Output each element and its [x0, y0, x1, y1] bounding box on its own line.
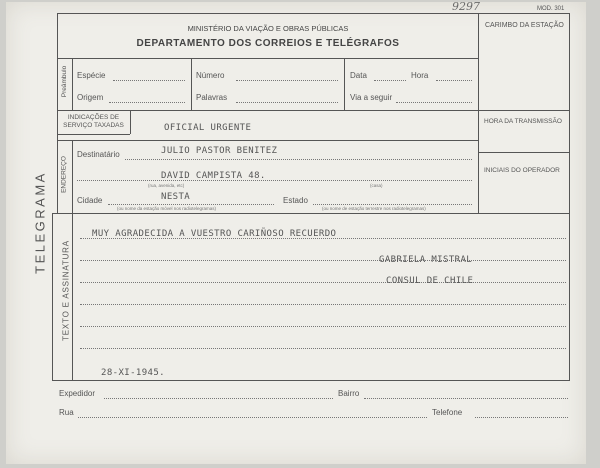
bairro-field[interactable]: [364, 398, 568, 399]
estado-label: Estado: [283, 196, 308, 205]
text-line-4[interactable]: [80, 304, 566, 305]
ministry-title: MINISTÉRIO DA VIAÇÃO E OBRAS PÚBLICAS: [187, 24, 349, 33]
operator-top-line: [478, 152, 570, 153]
data-label: Data: [350, 71, 367, 80]
hora-label: Hora: [411, 71, 429, 80]
especie-field[interactable]: [113, 80, 185, 81]
estado-field[interactable]: [313, 204, 472, 205]
transmission-time-label: HORA DA TRANSMISSÃO: [484, 118, 562, 125]
origem-label: Origem: [77, 93, 104, 102]
frame-left-lower: [52, 214, 53, 380]
text-top-line: [52, 213, 570, 214]
numero-label: Número: [196, 71, 225, 80]
frame-right: [569, 13, 570, 380]
preamble-top-line: [57, 58, 478, 59]
frame-bottom: [52, 380, 570, 381]
origem-field[interactable]: [109, 102, 185, 103]
model-number: MOD. 301: [537, 6, 565, 12]
hora-field[interactable]: [436, 80, 472, 81]
data-field[interactable]: [374, 80, 406, 81]
bairro-label: Bairro: [338, 389, 360, 398]
city-hint: (ou nome da estação móvel nos radiotelegramas): [117, 206, 217, 211]
via-label: Via a seguir: [350, 93, 393, 102]
text-line-3[interactable]: [80, 282, 566, 283]
cidade-field[interactable]: [108, 204, 274, 205]
cidade-label: Cidade: [77, 196, 103, 205]
palavras-field[interactable]: [236, 102, 338, 103]
preamble-divider-1: [191, 58, 192, 110]
address-side-line: [72, 140, 73, 213]
telefone-label: Telefone: [432, 408, 463, 417]
text-line-6[interactable]: [80, 348, 566, 349]
especie-label: Espécie: [77, 71, 106, 80]
signature-typed: GABRIELA MISTRAL: [379, 255, 473, 265]
text-line-5[interactable]: [80, 326, 566, 327]
text-side-line: [72, 213, 73, 380]
rua-label: Rua: [59, 408, 74, 417]
expedidor-label: Expedidor: [59, 389, 96, 398]
telegram-side-title: TELEGRAMA: [32, 171, 48, 274]
destinatario-field[interactable]: [125, 159, 472, 160]
house-hint: (casa): [370, 183, 383, 188]
frame-top: [57, 13, 570, 14]
address-top-line: [57, 140, 478, 141]
department-title: DEPARTAMENTO DOS CORREIOS E TELÉGRAFOS: [136, 38, 400, 49]
service-typed: OFICIAL URGENTE: [164, 123, 252, 133]
telefone-field[interactable]: [475, 417, 568, 418]
service-top-line: [57, 110, 570, 111]
address-typed: DAVID CAMPISTA 48.: [161, 171, 266, 181]
service-label-divider: [130, 110, 131, 134]
message-typed: MUY AGRADECIDA A VUESTRO CARIÑOSO RECUERDO: [92, 229, 337, 239]
state-hint: (ou nome de estação terrestre nos radiotelegramas): [322, 206, 426, 211]
rua-field[interactable]: [78, 417, 427, 418]
text-line-2[interactable]: [80, 260, 566, 261]
address-vertical-label: ENDEREÇO: [60, 156, 68, 193]
street-hint: (rua, avenida, etc): [148, 183, 185, 188]
station-stamp-label: CARIMBO DA ESTAÇÃO: [485, 22, 564, 29]
service-label-bottom: [57, 134, 130, 135]
destinatario-label: Destinatário: [77, 150, 120, 159]
preamble-divider-2: [344, 58, 345, 110]
title-typed: CONSUL DE CHILE: [386, 276, 474, 286]
operator-initials-label: INICIAIS DO OPERADOR: [484, 167, 560, 174]
recipient-typed: JULIO PASTOR BENITEZ: [161, 146, 278, 156]
street-field[interactable]: [77, 180, 472, 181]
numero-field[interactable]: [236, 80, 338, 81]
preamble-vertical-label: Preâmbulo: [61, 65, 68, 98]
date-typed: 28-XI-1945.: [101, 368, 166, 378]
handwritten-number: 9297: [452, 0, 480, 13]
via-field[interactable]: [396, 102, 472, 103]
frame-stamp-divider: [478, 13, 479, 213]
text-vertical-label: TEXTO E ASSINATURA: [61, 240, 71, 341]
service-label: INDICAÇÕES DE SERVIÇO TAXADAS: [63, 114, 124, 129]
expedidor-field[interactable]: [104, 398, 333, 399]
city-typed: NESTA: [161, 192, 191, 202]
preamble-side-line: [72, 58, 73, 110]
palavras-label: Palavras: [196, 93, 228, 102]
